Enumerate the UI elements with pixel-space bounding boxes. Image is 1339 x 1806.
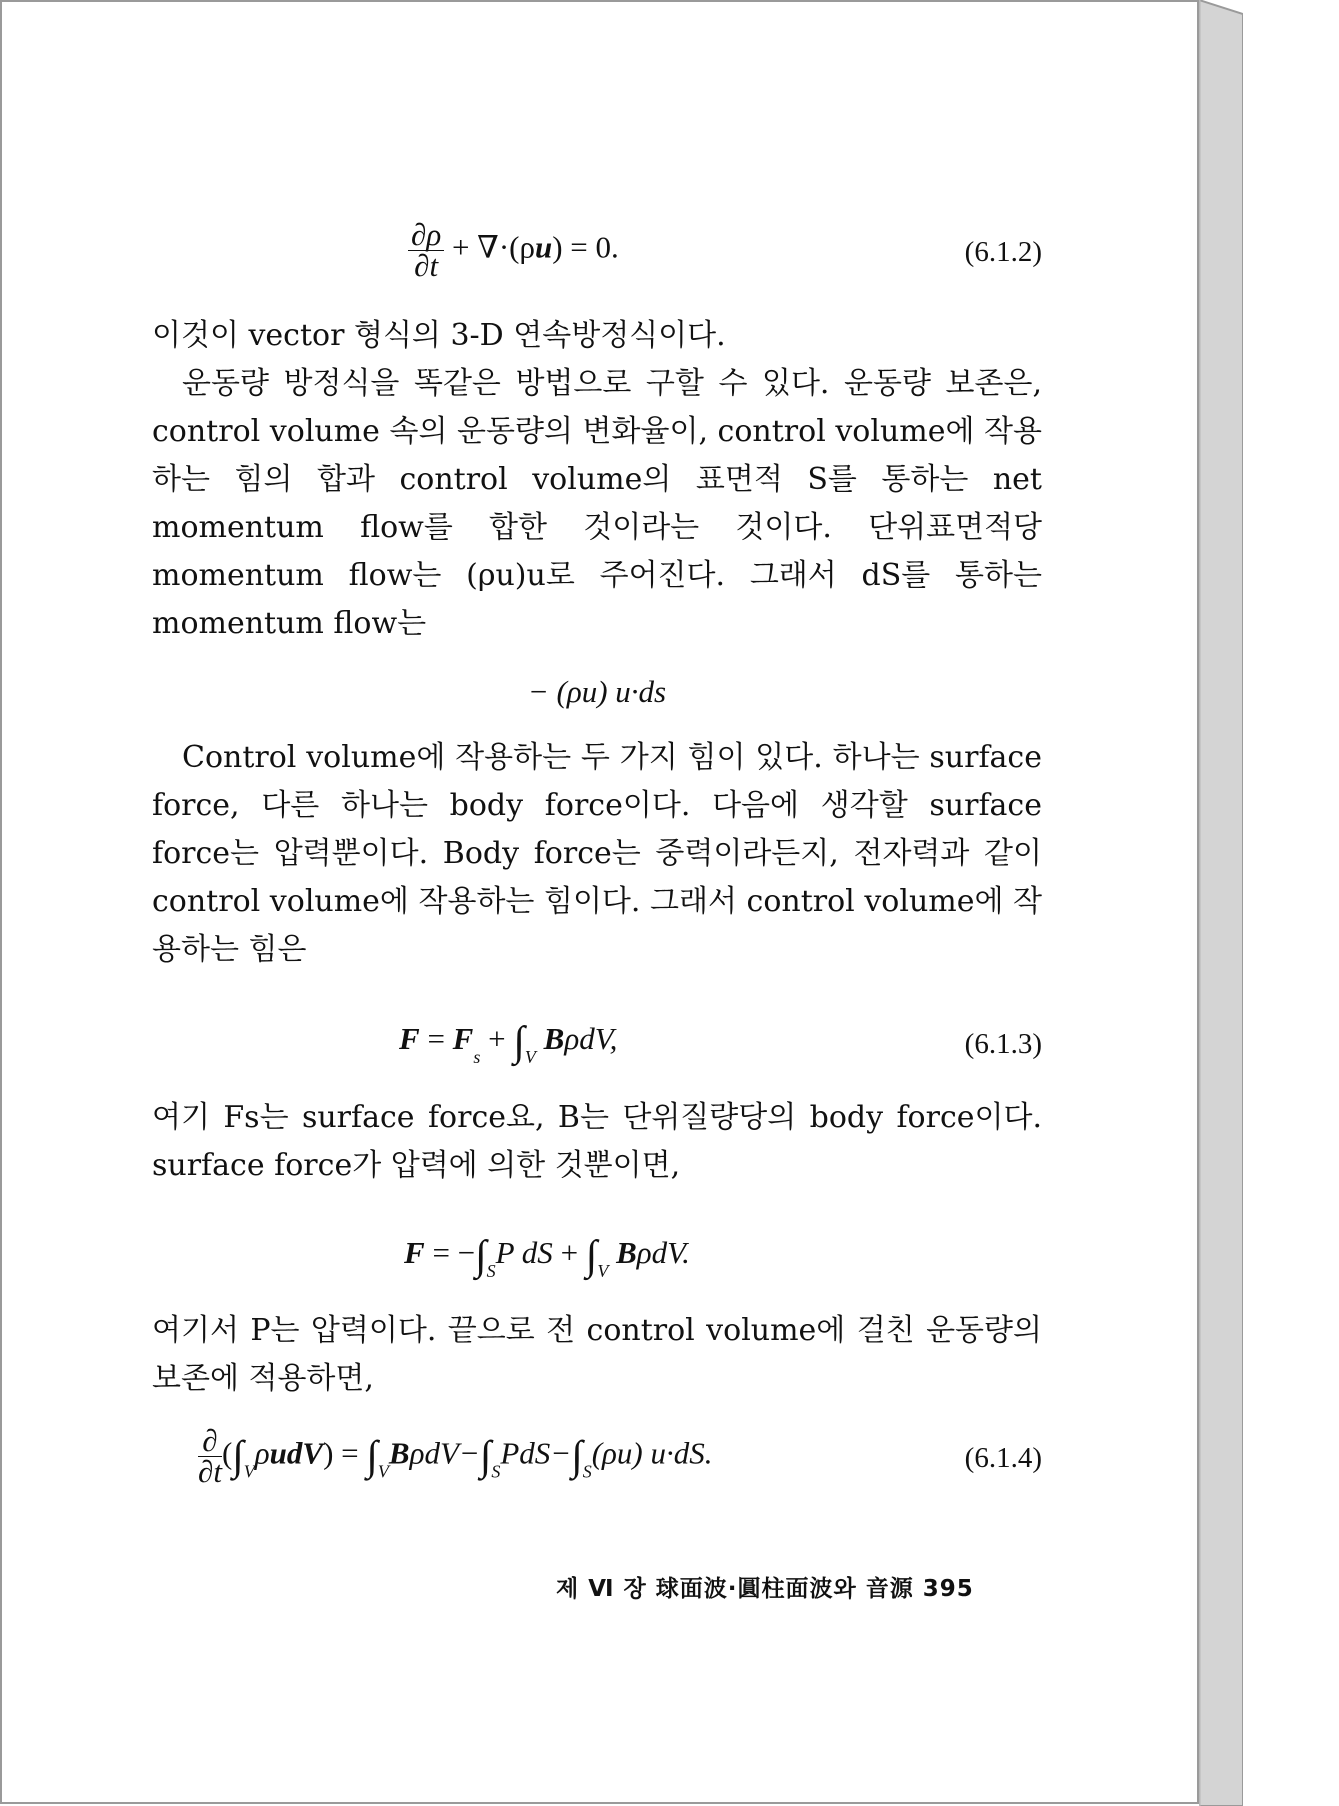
- fraction: $\frac{\partial\rho}{\partial t}$: [408, 220, 444, 281]
- equation-6-1-4: $\frac{\partial}{\partial t}$ $(\int_V\rho udV) = \int_VB\rho dV-\int_SPdS-\int_S(\rho u)$ u·dS. (6.1.4): [198, 1423, 1042, 1489]
- equation-number: (6.1.4): [964, 1442, 1042, 1474]
- equation-momentum-flow: − (ρu) u·ds: [527, 674, 667, 709]
- page-edge: [1199, 0, 1243, 1806]
- paragraph-2: 운동량 방정식을 똑같은 방법으로 구할 수 있다. 운동량 보존은, control volume 속의 운동량의 변화율이, control volume에 작용하는 힘의 합과 control volume의 표면적 S를 통하는 net momentum flow를 합한 것이라는 것이다. 단위표면적당 momentum flow는 (ρu)u로 주어진다. 그래서 dS를 통하는 momentum flow는: [152, 366, 1042, 641]
- paragraph-5: 여기서 P는 압력이다. 끝으로 전 control volume에 걸친 운동량의 보존에 적용하면,: [152, 1313, 1042, 1396]
- equation-force-pressure: $F = -\int_SP$ dS + $\int_V$ BρdV.: [404, 1233, 690, 1281]
- paragraph-4: 여기 Fs는 surface force요, B는 단위질량당의 body force이다. surface force가 압력에 의한 것뿐이면,: [152, 1100, 1042, 1183]
- paragraph-3: Control volume에 작용하는 두 가지 힘이 있다. 하나는 surface force, 다른 하나는 body force이다. 다음에 생각할 surface force는 압력뿐이다. Body force는 중력이라든지, 전자력과 같이 control volume에 작용하는 힘이다. 그래서 control volume에 작용하는 힘은: [152, 740, 1042, 967]
- equation-number: (6.1.2): [964, 236, 1042, 268]
- fraction: $\frac{\partial}{\partial t}$: [198, 1423, 222, 1489]
- equation-number: (6.1.3): [964, 1028, 1042, 1060]
- paragraph-1: 이것이 vector 형식의 3-D 연속방정식이다.: [152, 318, 726, 353]
- equation-6-1-2: $\frac{\partial\rho}{\partial t}$ + ∇·(ρu) = 0. (6.1.2): [152, 220, 1042, 292]
- page-footer: 제 Ⅵ 장 球面波·圓柱面波와 音源 395: [556, 1576, 974, 1602]
- equation-6-1-3: $F = F_s + \int_V$ BρdV, (6.1.3): [399, 1019, 1042, 1067]
